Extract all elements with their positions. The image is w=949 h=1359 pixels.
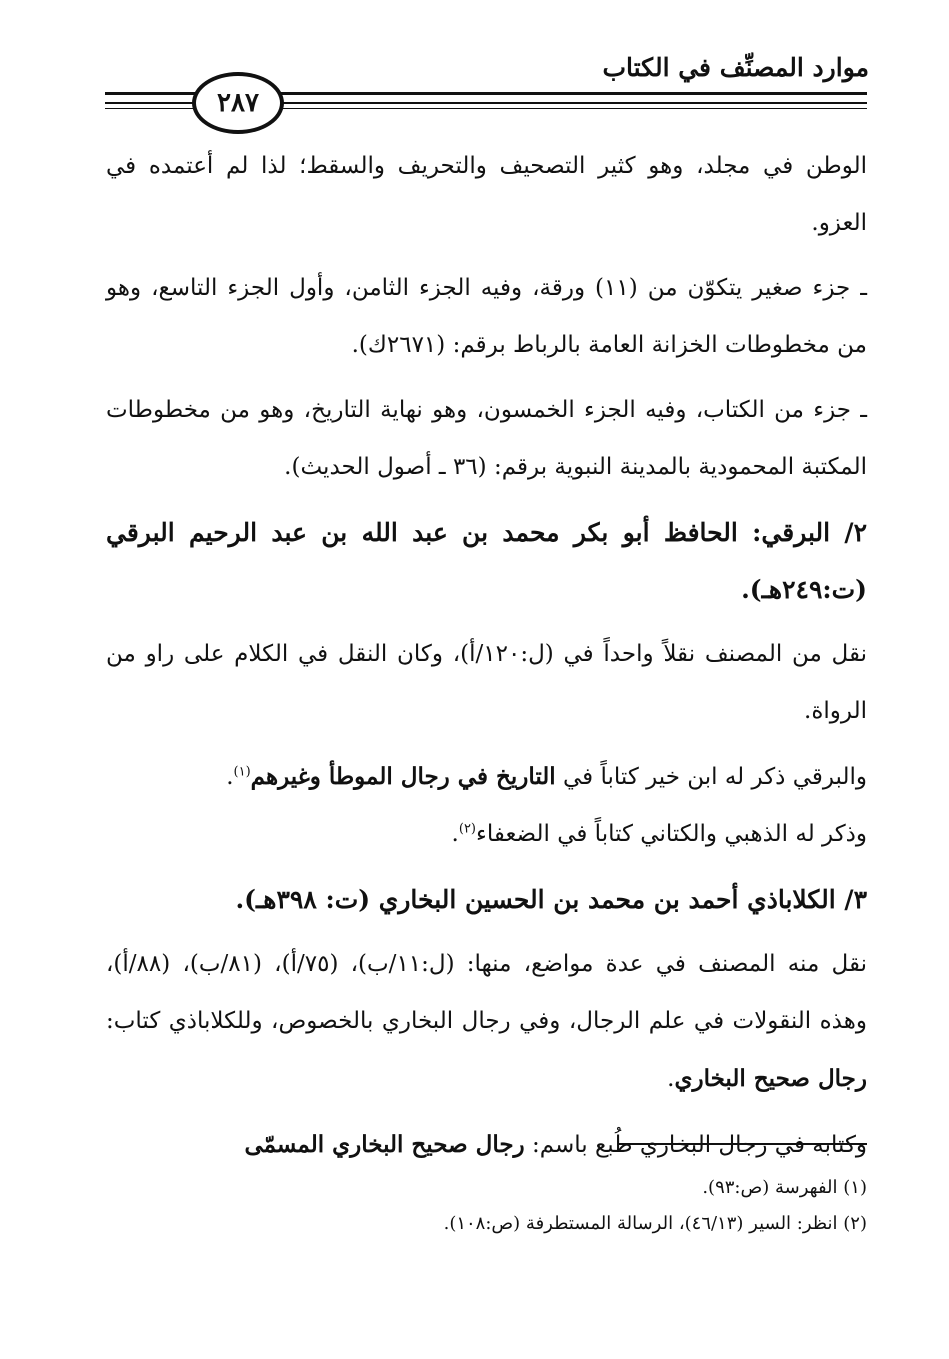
book-title: رجال صحيح البخاري المسمّى [244, 1131, 525, 1158]
paragraph-text: نقل منه المصنف في عدة مواضع، منها: (ل:١١/ب)، (٧٥/أ)، (٨١/ب)، (٨٨/أ)، وهذه النقولات في علم الرجال، وفي رجال البخاري بالخصوص، وللكلاباذي كتاب: [106, 951, 867, 1034]
paragraph-text: وكتابه في رجال البخاري طُبع باسم: [524, 1132, 867, 1158]
paragraph-text: . [226, 764, 234, 790]
section-heading: ٣/ الكلاباذي أحمد بن محمد بن الحسين البخاري (ت: ٣٩٨هـ). [235, 885, 867, 914]
footnote-marker: (١) [233, 764, 251, 780]
paragraph-text: . [451, 821, 459, 847]
page-number: ٢٨٧ [217, 88, 259, 118]
paragraph-text: والبرقي ذكر له ابن خير كتاباً في [555, 764, 867, 790]
footnote-separator [619, 1143, 867, 1145]
paragraph: ـ جزء من الكتاب، وفيه الجزء الخمسون، وهو نهاية التاريخ، وهو من مخطوطات المكتبة المحمودية بالمدينة النبوية برقم: (٣٦ ـ أصول الحديث). [106, 397, 867, 480]
paragraph [106, 806, 867, 863]
footnotes [106, 1170, 867, 1242]
paragraph: الوطن في مجلد، وهو كثير التصحيف والتحريف والسقط؛ لذا لم أعتمده في العزو. [106, 153, 867, 236]
page-number-oval [192, 72, 284, 134]
paragraph: نقل من المصنف نقلاً واحداً في (ل:١٢٠/أ)، وكان النقل في الكلام على راو من الرواة. [106, 641, 867, 724]
paragraph-text: . [667, 1066, 675, 1092]
book-title: رجال صحيح البخاري [674, 1065, 867, 1092]
footnote: (١) الفهرسة (ص:٩٣). [702, 1177, 867, 1198]
paragraph [106, 936, 867, 1108]
footnote-marker: (٢) [458, 821, 476, 837]
paragraph [106, 1116, 867, 1174]
body-text [106, 138, 867, 1182]
paragraph [106, 748, 867, 806]
footnote: (٢) انظر: السير (٤٦/١٣)، الرسالة المستطرفة (ص:١٠٨). [443, 1213, 867, 1234]
section-heading: ٢/ البرقي: الحافظ أبو بكر محمد بن عبد الله بن عبد الرحيم البرقي (ت:٢٤٩هـ). [106, 518, 867, 604]
running-title: موارد المصنِّف في الكتاب [602, 53, 869, 82]
paragraph: ـ جزء صغير يتكوّن من (١١) ورقة، وفيه الجزء الثامن، وأول الجزء التاسع، وهو من مخطوطات الخزانة العامة بالرباط برقم: (٢٦٧١ك). [106, 275, 867, 358]
book-title: التاريخ في رجال الموطأ وغيرهم [250, 763, 556, 790]
paragraph-text: وذكر له الذهبي والكتاني كتاباً في الضعفاء [476, 821, 867, 847]
